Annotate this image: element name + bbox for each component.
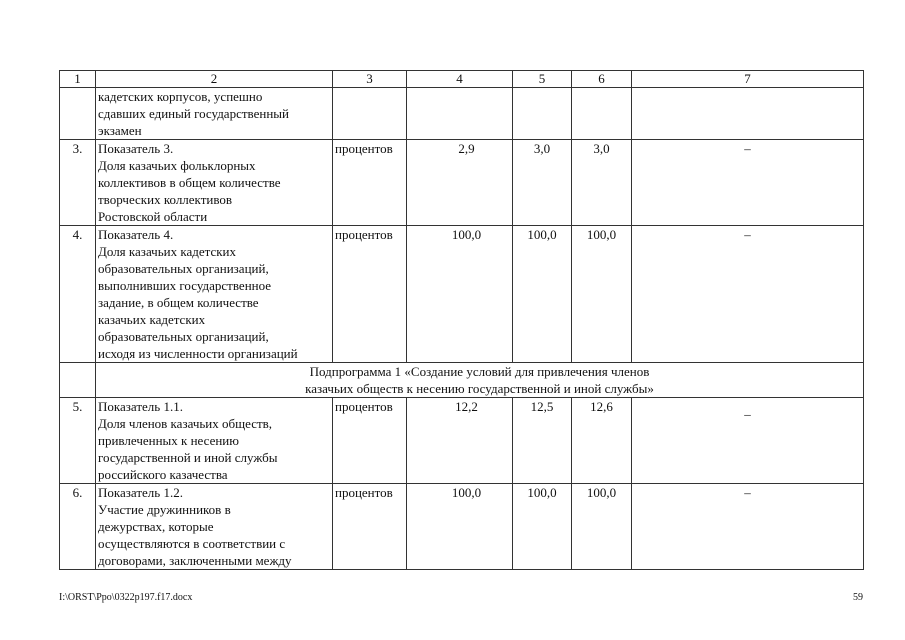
header-cell: 2: [96, 71, 333, 88]
value-cell: 100,0: [572, 226, 632, 363]
value-cell: [632, 88, 864, 140]
subprogram-line: Подпрограмма 1 «Создание условий для привлечения членов: [309, 364, 650, 379]
page-number: 59: [853, 592, 863, 603]
value-cell: –: [632, 140, 864, 226]
file-path: I:\ORST\Ppo\0322p197.f17.docx: [59, 592, 193, 603]
row-number: 3.: [60, 140, 96, 226]
value-cell: [513, 88, 572, 140]
indicator-line: осуществляются в соответствии с: [98, 536, 286, 551]
indicator-line: кадетских корпусов, успешно: [98, 89, 263, 104]
value-cell: 100,0: [407, 484, 513, 570]
indicator-line: задание, в общем количестве: [98, 295, 259, 310]
value-cell: 2,9: [407, 140, 513, 226]
indicator-line: творческих коллективов: [98, 192, 233, 207]
indicator-line: Ростовской области: [98, 209, 208, 224]
header-row: [60, 71, 864, 88]
indicator-text: [96, 484, 333, 570]
value-cell: 3,0: [572, 140, 632, 226]
unit-cell: процентов: [333, 140, 407, 226]
header-cell: 1: [60, 71, 96, 88]
indicator-line: дежурствах, которые: [98, 519, 214, 534]
row-number: 6.: [60, 484, 96, 570]
value-cell: 100,0: [407, 226, 513, 363]
row-number: 5.: [60, 398, 96, 484]
table-row: [60, 484, 864, 570]
value-cell: –: [632, 226, 864, 363]
subprogram-title: [96, 363, 864, 398]
row-number: [60, 363, 96, 398]
indicator-line: экзамен: [98, 123, 142, 138]
value-cell: [572, 88, 632, 140]
unit-cell: процентов: [333, 226, 407, 363]
indicator-line: Показатель 3.: [98, 141, 174, 156]
indicator-line: Доля казачьих фольклорных: [98, 158, 256, 173]
value-cell: 100,0: [513, 226, 572, 363]
unit-cell: процентов: [333, 398, 407, 484]
value-cell: 12,6: [572, 398, 632, 484]
indicator-line: Показатель 1.2.: [98, 485, 183, 500]
value-cell: –: [632, 484, 864, 570]
indicator-text: [96, 398, 333, 484]
subprogram-row: [60, 363, 864, 398]
header-cell: 5: [513, 71, 572, 88]
value-cell: 100,0: [513, 484, 572, 570]
value-cell: 12,5: [513, 398, 572, 484]
table-row: [60, 140, 864, 226]
indicator-text: [96, 140, 333, 226]
indicators-table: [59, 70, 864, 570]
value-cell: 100,0: [572, 484, 632, 570]
indicator-line: договорами, заключенными между: [98, 553, 292, 568]
header-cell: 3: [333, 71, 407, 88]
value-cell: [407, 88, 513, 140]
indicator-line: выполнивших государственное: [98, 278, 272, 293]
subprogram-line: казачьих обществ к несению государственной и иной службы»: [305, 381, 654, 396]
indicator-line: коллективов в общем количестве: [98, 175, 281, 190]
unit-cell: процентов: [333, 484, 407, 570]
indicator-line: образовательных организаций,: [98, 329, 269, 344]
indicator-line: привлеченных к несению: [98, 433, 239, 448]
table-row: [60, 398, 864, 484]
value-cell: 3,0: [513, 140, 572, 226]
indicator-text: [96, 226, 333, 363]
indicator-line: казачьих кадетских: [98, 312, 206, 327]
header-cell: 7: [632, 71, 864, 88]
header-cell: 6: [572, 71, 632, 88]
row-number: 4.: [60, 226, 96, 363]
indicator-line: Показатель 4.: [98, 227, 174, 242]
indicator-line: российского казачества: [98, 467, 228, 482]
table-row-continuation: [60, 88, 864, 140]
value-cell: 12,2: [407, 398, 513, 484]
header-cell: 4: [407, 71, 513, 88]
indicator-text: [96, 88, 333, 140]
indicator-line: исходя из численности организаций: [98, 346, 298, 361]
indicator-line: государственной и иной службы: [98, 450, 278, 465]
indicator-line: образовательных организаций,: [98, 261, 269, 276]
indicator-line: Доля членов казачьих обществ,: [98, 416, 273, 431]
indicator-line: сдавших единый государственный: [98, 106, 289, 121]
indicator-line: Доля казачьих кадетских: [98, 244, 237, 259]
row-number: [60, 88, 96, 140]
unit-cell: [333, 88, 407, 140]
table-row: [60, 226, 864, 363]
indicator-line: Участие дружинников в: [98, 502, 231, 517]
indicator-line: Показатель 1.1.: [98, 399, 183, 414]
value-cell: _: [632, 398, 864, 484]
